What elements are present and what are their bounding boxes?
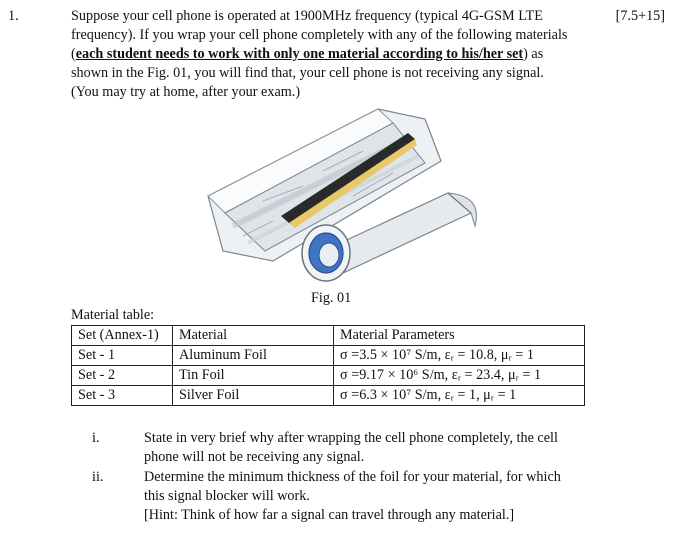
subquestion-ii-number: ii. — [92, 469, 104, 485]
subquestion-ii-text — [144, 468, 624, 525]
foil-roll-illustration — [203, 101, 487, 286]
table-row — [72, 346, 585, 366]
subquestion-i-text — [144, 429, 624, 467]
table-header-row — [72, 326, 585, 346]
cell-set: Set - 3 — [72, 386, 173, 406]
table-row — [72, 366, 585, 386]
intro-paren-close: ) as — [523, 46, 544, 62]
question-intro — [71, 7, 591, 102]
intro-line-3 — [71, 45, 591, 64]
cell-parameters: σ =3.5 × 10⁷ S/m, εᵣ = 10.8, μᵣ = 1 — [334, 346, 585, 366]
header-material: Material — [173, 326, 334, 346]
intro-line-4: shown in the Fig. 01, you will find that, your cell phone is not receiving any signal. — [71, 65, 544, 81]
cell-set: Set - 1 — [72, 346, 173, 366]
subquestion-ii-line-1: Determine the minimum thickness of the foil for your material, for which — [144, 469, 561, 485]
header-set: Set (Annex-1) — [72, 326, 173, 346]
table-row — [72, 386, 585, 406]
cell-material: Aluminum Foil — [173, 346, 334, 366]
cell-set: Set - 2 — [72, 366, 173, 386]
marks-label: [7.5+15] — [615, 8, 665, 24]
foil-wrapped-phone-figure — [203, 101, 487, 286]
intro-paren-open: ( — [71, 46, 76, 62]
cell-parameters: σ =6.3 × 10⁷ S/m, εᵣ = 1, μᵣ = 1 — [334, 386, 585, 406]
material-table — [71, 325, 585, 406]
cell-parameters: σ =9.17 × 10⁶ S/m, εᵣ = 23.4, μᵣ = 1 — [334, 366, 585, 386]
intro-line-1: Suppose your cell phone is operated at 1900MHz frequency (typical 4G-GSM LTE — [71, 8, 543, 24]
subquestion-i-line-2: phone will not be receiving any signal. — [144, 449, 365, 465]
cell-material: Tin Foil — [173, 366, 334, 386]
question-number: 1. — [8, 8, 19, 24]
header-parameters: Material Parameters — [334, 326, 585, 346]
subquestion-ii-hint: [Hint: Think of how far a signal can travel through any material.] — [144, 507, 515, 523]
subquestion-i-number: i. — [92, 430, 100, 446]
subquestion-ii-line-2: this signal blocker will work. — [144, 488, 310, 504]
intro-emphasis: each student needs to work with only one material according to his/her set — [75, 46, 524, 62]
figure-caption: Fig. 01 — [311, 290, 352, 306]
intro-line-5: (You may try at home, after your exam.) — [71, 84, 301, 100]
cell-material: Silver Foil — [173, 386, 334, 406]
intro-line-2: frequency). If you wrap your cell phone completely with any of the following materials — [71, 27, 568, 43]
subquestion-i-line-1: State in very brief why after wrapping the cell phone completely, the cell — [144, 430, 558, 446]
material-table-label: Material table: — [71, 307, 155, 323]
